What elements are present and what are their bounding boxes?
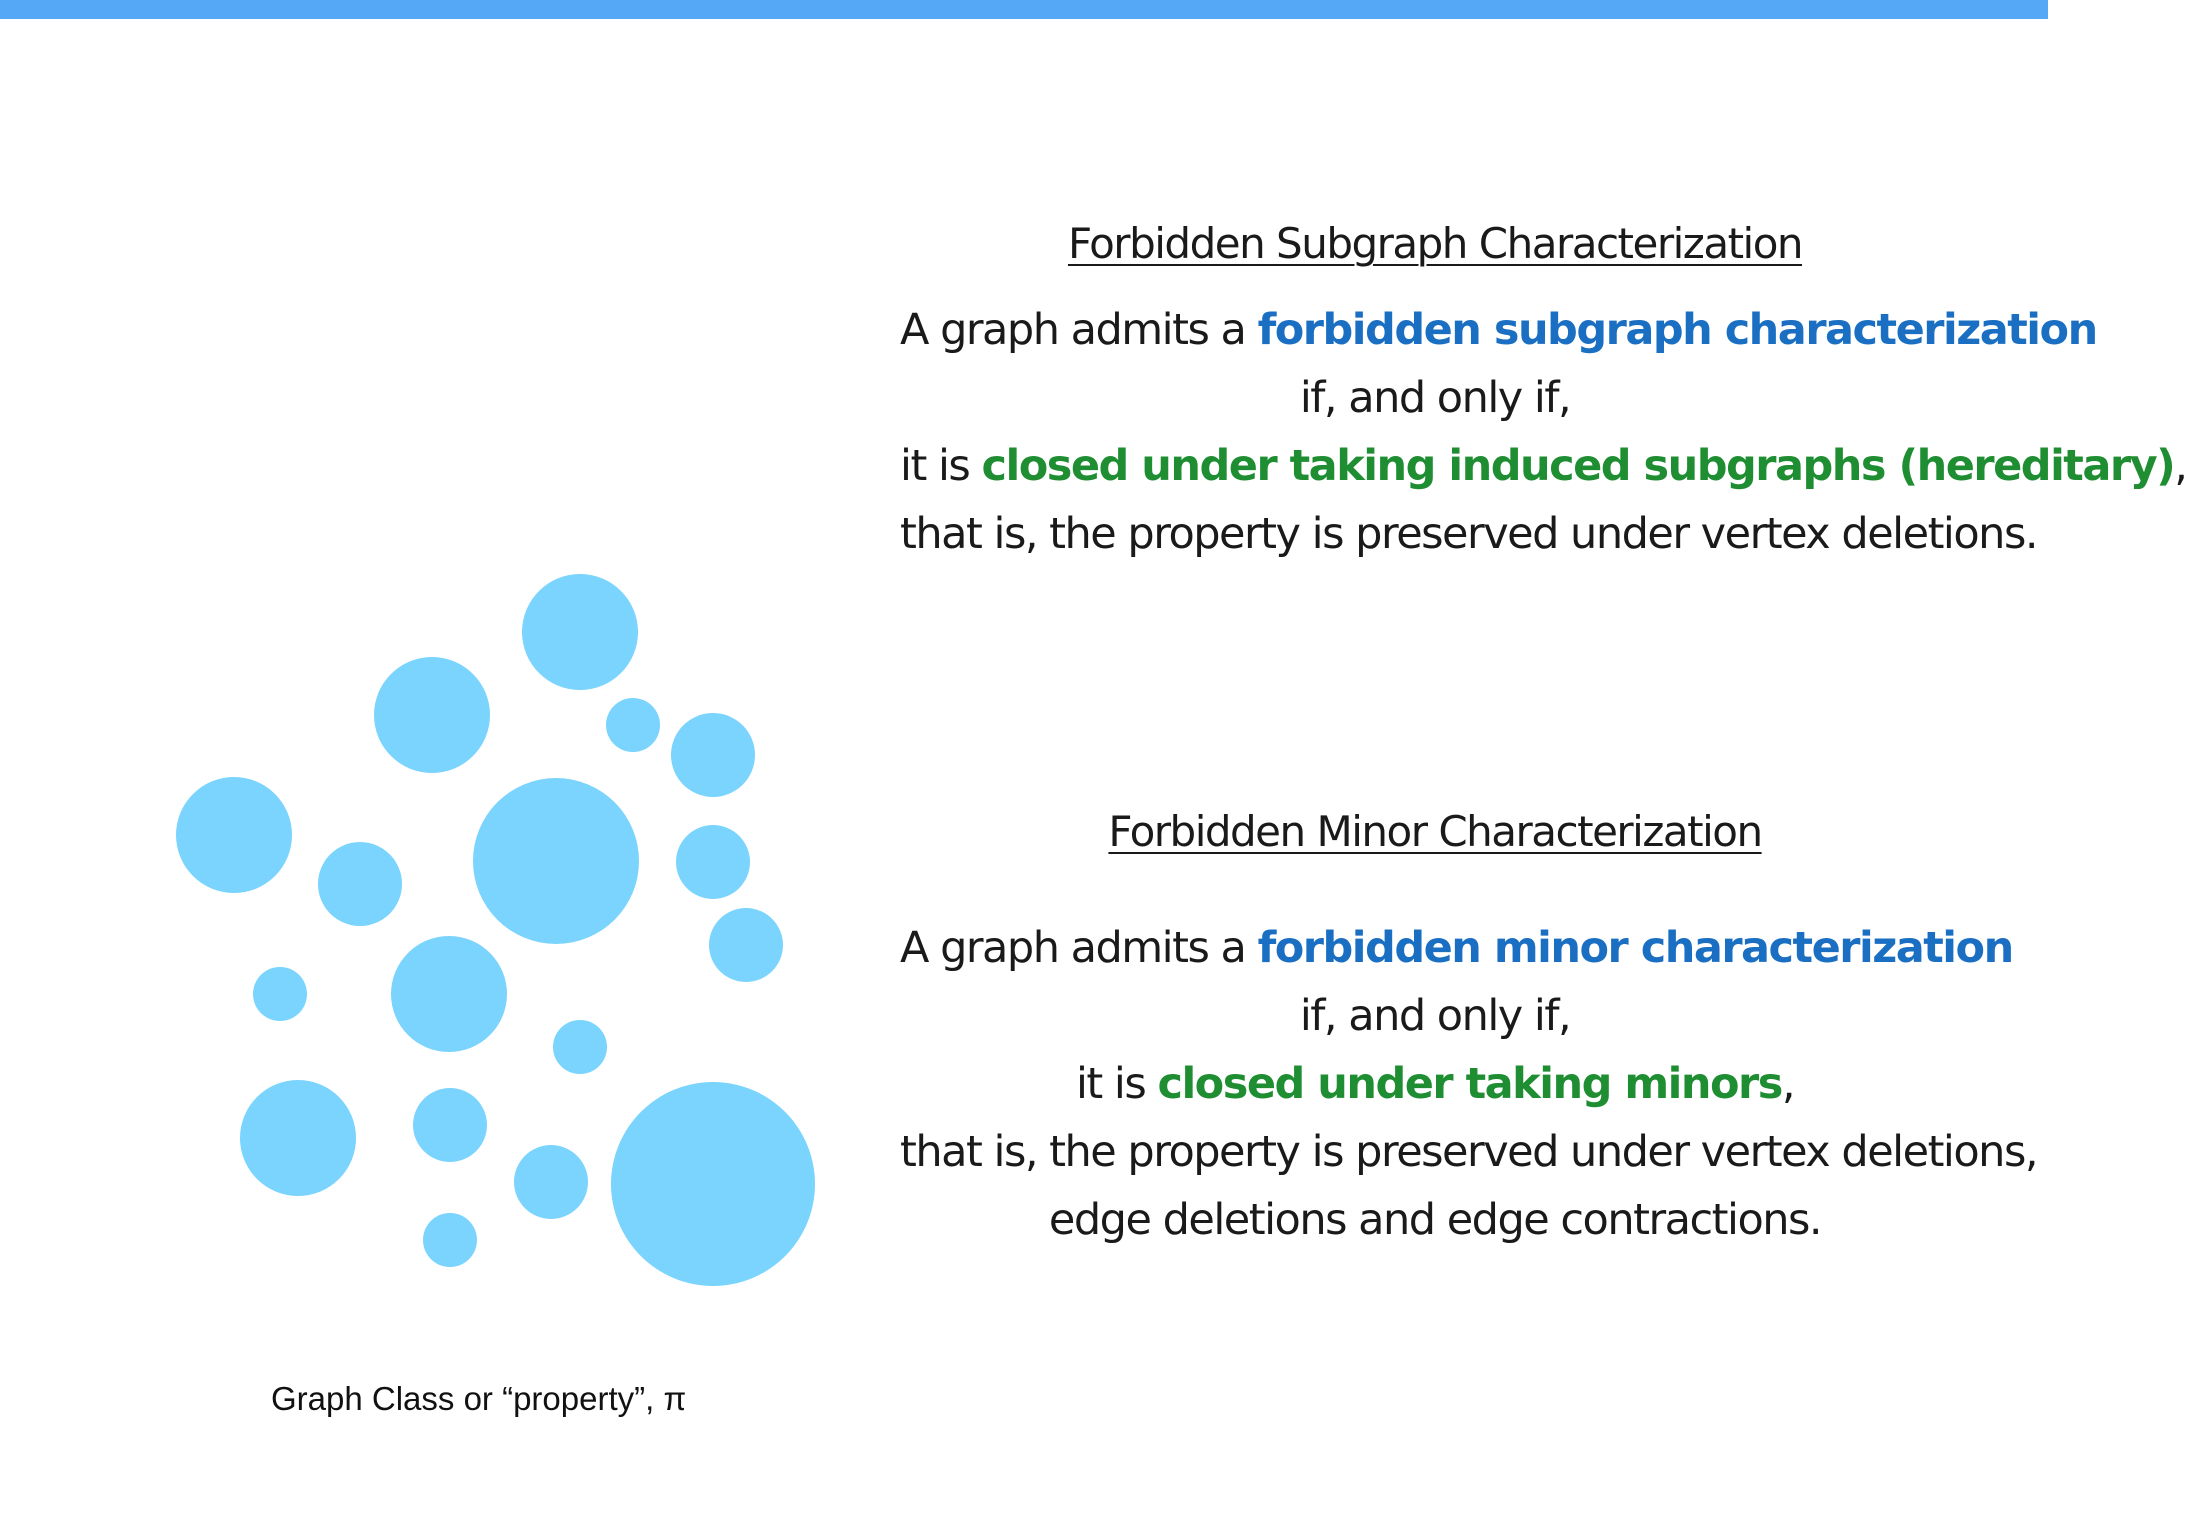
vertex-circle xyxy=(391,936,507,1052)
minor-explanation-line-2: edge deletions and edge contractions. xyxy=(1048,1195,1822,1245)
minor-line3-prefix: it is xyxy=(1075,1059,1158,1109)
vertex-circle xyxy=(374,657,490,773)
minor-term-highlight: forbidden minor characterization xyxy=(1257,923,2013,973)
vertex-circle xyxy=(553,1020,607,1074)
minor-explanation-line: that is, the property is preserved under vertex deletions, xyxy=(900,1127,2038,1177)
subgraph-line3-suffix: , xyxy=(2174,441,2186,491)
subgraph-condition-line xyxy=(900,432,2186,500)
subgraph-explanation-line: that is, the property is preserved under vertex deletions. xyxy=(900,509,2038,559)
subgraph-term-highlight: forbidden subgraph characterization xyxy=(1257,305,2097,355)
minor-line3-suffix: , xyxy=(1781,1059,1795,1109)
subgraph-line1-prefix: A graph admits a xyxy=(900,305,1258,355)
vertex-circle xyxy=(522,574,638,690)
vertex-circle xyxy=(606,698,660,752)
vertex-circle xyxy=(514,1145,588,1219)
vertex-circle xyxy=(413,1088,487,1162)
vertex-circle xyxy=(176,777,292,893)
vertex-circle xyxy=(676,825,750,899)
vertex-circle xyxy=(253,967,307,1021)
vertex-circle xyxy=(709,908,783,982)
forbidden-subgraph-heading: Forbidden Subgraph Characterization xyxy=(1067,219,1803,268)
minor-condition-line xyxy=(900,1050,1970,1118)
minor-iff-line: if, and only if, xyxy=(1299,991,1571,1041)
minor-definition-line xyxy=(900,914,2013,982)
vertex-circle xyxy=(240,1080,356,1196)
minor-condition-highlight: closed under taking minors xyxy=(1157,1059,1782,1109)
forbidden-minor-panel xyxy=(900,800,2038,1254)
minor-line1-prefix: A graph admits a xyxy=(900,923,1258,973)
vertex-circle xyxy=(671,713,755,797)
subgraph-condition-highlight: closed under taking induced subgraphs (hereditary) xyxy=(981,441,2175,491)
vertex-circle xyxy=(423,1213,477,1267)
subgraph-definition-line xyxy=(900,296,2097,364)
vertex-circle xyxy=(318,842,402,926)
graph-class-caption: Graph Class or “property”, π xyxy=(271,1380,687,1417)
forbidden-minor-heading: Forbidden Minor Characterization xyxy=(1108,807,1762,856)
subgraph-line3-prefix: it is xyxy=(900,441,982,491)
vertex-circle xyxy=(473,778,639,944)
subgraph-iff-line: if, and only if, xyxy=(1299,373,1571,423)
forbidden-subgraph-panel xyxy=(900,212,2186,568)
vertex-circle xyxy=(611,1082,815,1286)
